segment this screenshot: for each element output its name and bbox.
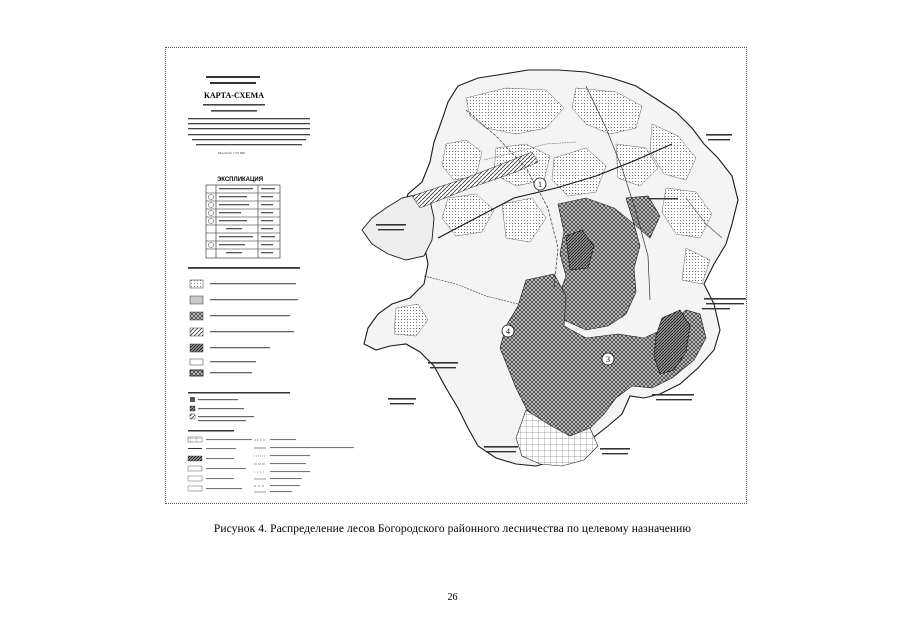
forest-territory: [362, 70, 738, 466]
svg-text:1: 1: [538, 180, 542, 189]
conventional-signs: [188, 430, 354, 492]
map-header-block: [206, 76, 260, 84]
legend-swatch-crosshatch: [190, 312, 203, 320]
region-marker-4: [502, 325, 514, 337]
legend-swatch-dots: [190, 280, 203, 288]
svg-text:4: 4: [506, 327, 510, 336]
svg-text:3: 3: [606, 355, 610, 364]
legend-swatch-grey: [190, 296, 203, 304]
legend-swatch-white: [190, 359, 203, 365]
region-marker-3: [602, 353, 614, 365]
map-subtitle-lines: [188, 104, 310, 145]
purpose-legend: [190, 280, 298, 376]
objects-legend: [188, 392, 290, 421]
explication-title: ЭКСПЛИКАЦИЯ: [216, 177, 264, 183]
forestry-map: [166, 48, 748, 505]
map-scale: Масштаб 1:75 000: [218, 151, 246, 155]
region-marker-1: [534, 178, 546, 190]
header-line: [210, 82, 256, 84]
header-line: [206, 76, 260, 78]
purpose-legend-heading: [188, 267, 300, 269]
legend-swatch-diagonal: [190, 328, 203, 336]
explication-table: [206, 185, 280, 258]
page-number: 26: [447, 592, 458, 603]
map-title: КАРТА-СХЕМА: [204, 91, 264, 100]
figure-caption: Рисунок 4. Распределение лесов Богородского районного лесничества по целевому назначению: [213, 523, 692, 535]
legend-swatch-bold: [190, 370, 203, 376]
legend-swatch-dense: [190, 344, 203, 352]
map-legend-panel: [188, 76, 354, 492]
explication-rows: [209, 188, 276, 253]
map-figure: [165, 47, 747, 504]
